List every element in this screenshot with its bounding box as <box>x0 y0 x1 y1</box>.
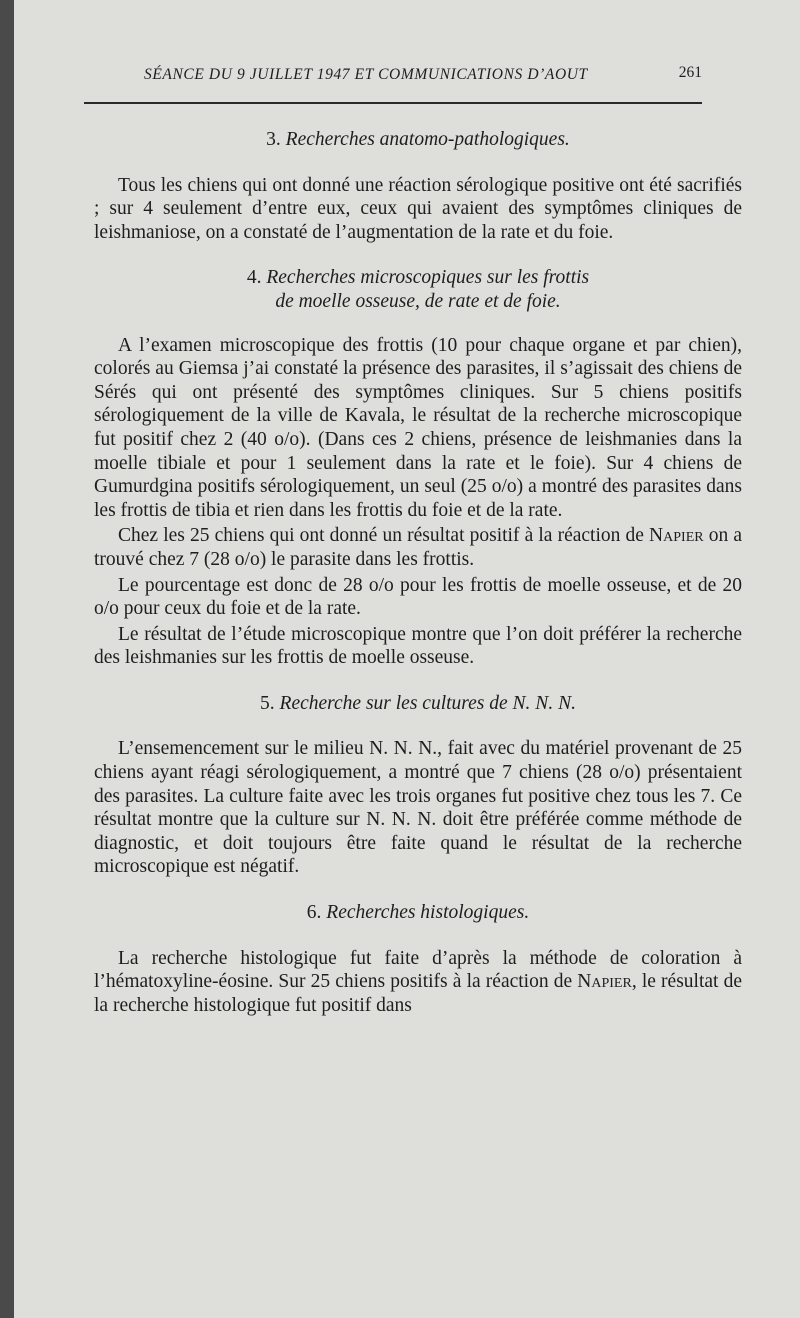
section-3-number: 3. <box>266 129 281 150</box>
section-6-number: 6. <box>306 902 322 924</box>
section-3-paragraph: Tous les chiens qui ont donné une réaction sérologique positive ont été sacrifiés ; sur 4 seulement d’entre eux, ceux qui avaient des symptômes cliniques de leishmaniose, on a constaté de l’augmentation de la rate et du foie. <box>94 174 742 243</box>
section-5-number: 5. <box>260 692 275 714</box>
section-6-paragraph-end: , le résultat de la recherche histologique fut positif dans <box>94 971 742 1016</box>
section-4-number: 4. <box>246 267 262 289</box>
section-4-title-line1: Recherches microscopiques sur les frottis <box>266 267 590 289</box>
section-6-paragraph <box>94 947 742 1018</box>
section-4-paragraph-2-end: on a trouvé chez 7 (28 o/o) le parasite dans les frottis. <box>94 525 742 570</box>
section-3 <box>94 128 742 244</box>
section-4-paragraph-2 <box>94 524 742 571</box>
section-4-paragraph-1: A l’examen microscopique des frottis (10 pour chaque organe et par chien), colorés au Giemsa j’ai constaté la présence des parasites, il s’agissait des chiens de Sérés qui ont présenté des symptômes cliniques. Sur 5 chiens positifs sérologiquement de la ville de Kavala, le résultat de la recherche microscopique fut positif chez 2 (40 o/o). (Dans ces 2 chiens, présence de leishmanies dans la moelle tibiale et pour 1 seulement dans la rate et le foie). Sur 4 chiens de Gumurdgina positifs sérologiquement, un seul (25 o/o) a montré des parasites dans les frottis de tibia et rien dans les frottis du foie et de la rate. <box>94 334 742 521</box>
section-4-paragraph-2-start: Chez les 25 chiens qui ont donné un résultat positif à la réaction de <box>118 525 650 547</box>
section-5 <box>94 692 742 879</box>
running-header <box>84 62 702 104</box>
author-name-napier-2: Napier <box>577 971 632 993</box>
section-6-heading <box>94 901 742 925</box>
section-5-title: Recherche sur les cultures de N. N. N. <box>279 692 576 714</box>
section-4-paragraph-3: Le pourcentage est donc de 28 o/o pour les frottis de moelle osseuse, et de 20 o/o pour ceux du foie et de la rate. <box>94 574 742 620</box>
author-name-napier: Napier <box>649 525 704 547</box>
header-title: SÉANCE DU 9 JUILLET 1947 ET COMMUNICATIONS D’AOUT <box>144 66 588 83</box>
section-4 <box>94 266 742 670</box>
section-6-title: Recherches histologiques. <box>326 902 530 924</box>
page-number: 261 <box>678 64 702 81</box>
page-body <box>94 128 742 1039</box>
section-5-paragraph: L’ensemencement sur le milieu N. N. N., fait avec du matériel provenant de 25 chiens ayant réagi sérologiquement, a montré que 7 chiens (28 o/o) présentaient des parasites. La culture faite avec les trois organes fut positive chez tous les 7. Ce résultat montre que la culture sur N. N. N. doit être préférée comme méthode de diagnostic, et doit toujours être faite quand le résultat de la recherche microscopique est négatif. <box>94 738 742 878</box>
section-5-heading <box>94 692 742 716</box>
section-3-title: Recherches anatomo-pathologiques. <box>285 129 570 150</box>
section-6-paragraph-start: La recherche histologique fut faite d’après la méthode de coloration à l’hématoxyline-éosine. Sur 25 chiens positifs à la réaction de <box>94 947 742 993</box>
section-4-paragraph-4: Le résultat de l’étude microscopique montre que l’on doit préférer la recherche des leishmanies sur les frottis de moelle osseuse. <box>94 623 742 669</box>
section-3-heading <box>94 128 742 152</box>
book-page <box>14 0 800 1318</box>
section-4-title-line2: de moelle osseuse, de rate et de foie. <box>275 290 561 312</box>
section-4-heading <box>94 266 742 313</box>
section-6 <box>94 901 742 1017</box>
